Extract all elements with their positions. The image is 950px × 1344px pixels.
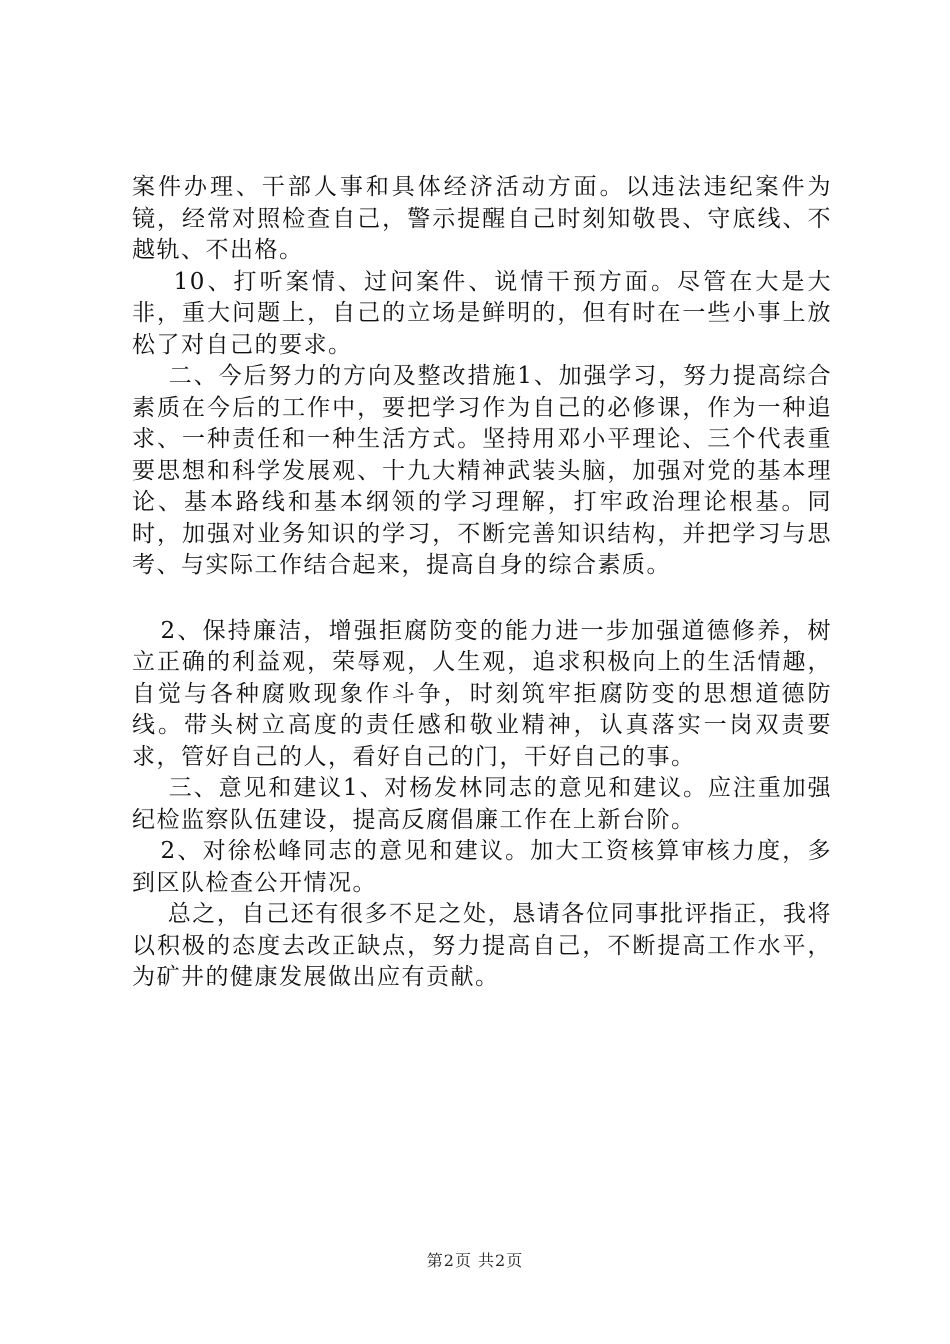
paragraph-integrity: 2、保持廉洁，增强拒腐防变的能力进一步加强道德修养，树立正确的利益观，荣辱观，人生观，追求积极向上的生活情趣，自觉与各种腐败现象作斗争，时刻筑牢拒腐防变的思想道德防线。带头树立高度的责任感和敬业精神，认真落实一岗双责要求，管好自己的人，看好自己的门，干好自己的事。 <box>132 617 832 770</box>
paragraph-conclusion: 总之，自己还有很多不足之处，恳请各位同事批评指正，我将以积极的态度去改正缺点，努力提高自己，不断提高工作水平，为矿井的健康发展做出应有贡献。 <box>132 901 833 990</box>
paragraph-suggestion-2: 2、对徐松峰同志的意见和建议。加大工资核算审核力度，多到区队检查公开情况。 <box>132 838 832 896</box>
page-number-footer: 第2页 共2页 <box>426 1251 524 1270</box>
paragraph-spacer <box>132 582 832 616</box>
paragraph-section-2-study: 二、今后努力的方向及整改措施1、加强学习，努力提高综合素质在今后的工作中，要把学习作为自己的必修课，作为一种追求、一种责任和一种生活方式。坚持用邓小平理论、三个代表重要思想和科学发展观、十九大精神武装头脑，加强对党的基本理论、基本路线和基本纲领的学习理解，打牢政治理论根基。同时，加强对业务知识的学习，不断完善知识结构，并把学习与思考、与实际工作结合起来，提高自身的综合素质。 <box>132 363 832 578</box>
paragraph-item-10: 10、打听案情、过问案件、说情干预方面。尽管在大是大非，重大问题上，自己的立场是鲜明的，但有时在一些小事上放松了对自己的要求。 <box>132 268 832 358</box>
paragraph-section-3-suggestions: 三、意见和建议1、对杨发林同志的意见和建议。应注重加强纪检监察队伍建设，提高反腐倡廉工作在上新台阶。 <box>132 775 832 833</box>
document-body <box>132 172 832 994</box>
paragraph-case-handling: 案件办理、干部人事和具体经济活动方面。以违法违纪案件为镜，经常对照检查自己，警示提醒自己时刻知敬畏、守底线、不越轨、不出格。 <box>132 174 832 263</box>
